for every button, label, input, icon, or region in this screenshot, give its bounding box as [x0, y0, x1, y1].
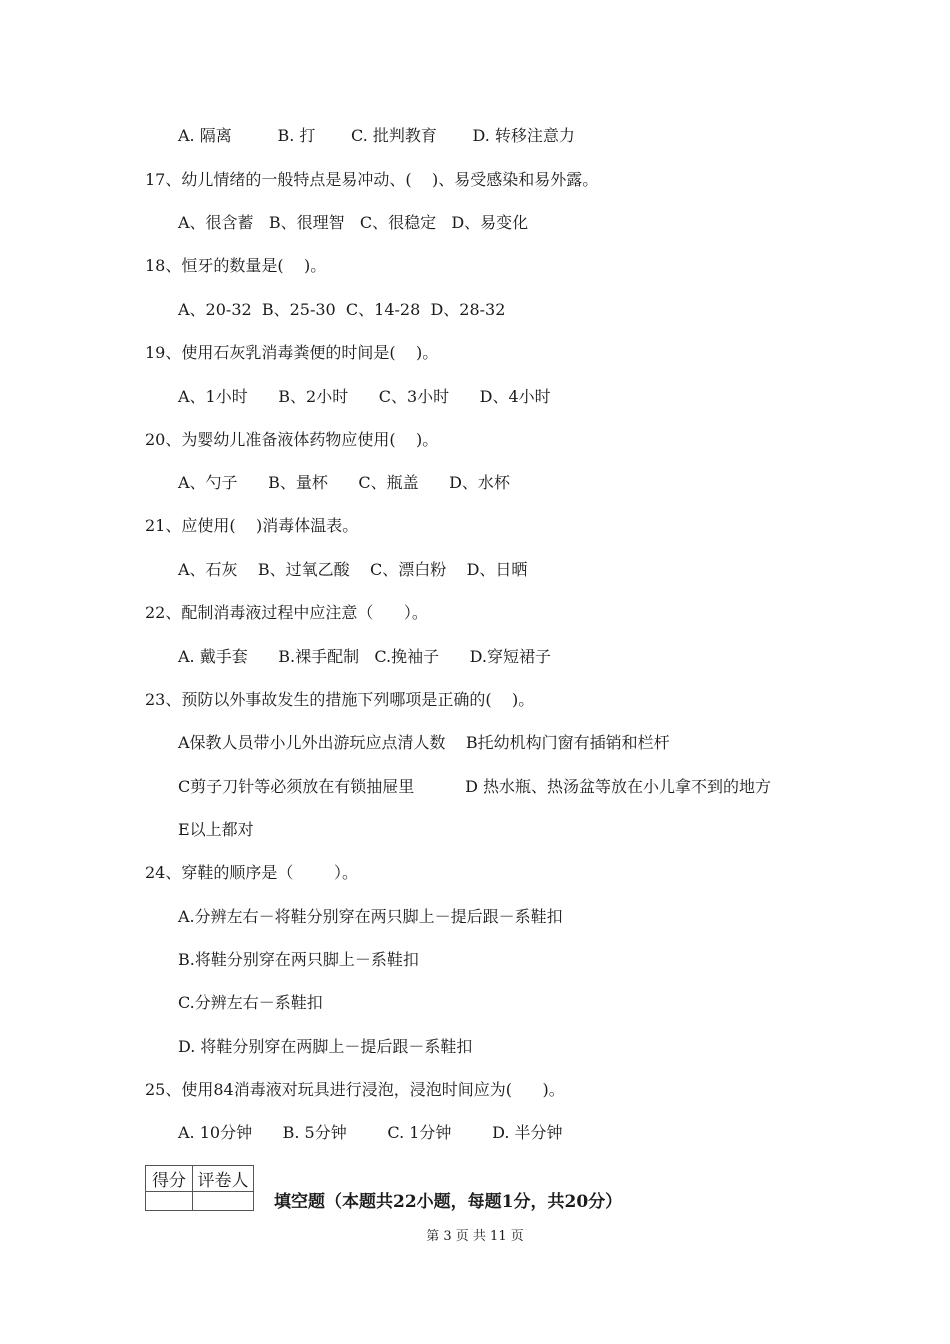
answer-options: A、勺子 B、量杯 C、瓶盖 D、水杯 — [178, 473, 510, 492]
answer-options: A.分辨左右－将鞋分别穿在两只脚上－提后跟－系鞋扣 — [178, 907, 563, 926]
grader-cell — [193, 1192, 254, 1211]
question-text: 23、预防以外事故发生的措施下列哪项是正确的( )。 — [145, 690, 535, 709]
question-text: 20、为婴幼儿准备液体药物应使用( )。 — [145, 430, 439, 449]
answer-options: D. 将鞋分别穿在两脚上－提后跟－系鞋扣 — [178, 1037, 473, 1056]
question-text: 21、应使用( )消毒体温表。 — [145, 516, 359, 535]
answer-options: B.将鞋分别穿在两只脚上－系鞋扣 — [178, 950, 419, 969]
answer-options: C剪子刀针等必须放在有锁抽屉里 D 热水瓶、热汤盆等放在小儿拿不到的地方 — [178, 777, 772, 796]
question-text: 17、幼儿情绪的一般特点是易冲动、( )、易受感染和易外露。 — [145, 170, 599, 189]
answer-options: A保教人员带小儿外出游玩应点清人数 B托幼机构门窗有插销和栏杆 — [178, 733, 670, 752]
answer-options: C.分辨左右－系鞋扣 — [178, 993, 323, 1012]
question-text: 18、恒牙的数量是( )。 — [145, 256, 327, 275]
answer-options: A. 戴手套 B.裸手配制 C.挽袖子 D.穿短裙子 — [178, 647, 551, 666]
answer-options: E以上都对 — [178, 820, 254, 839]
score-cell — [146, 1192, 193, 1211]
answer-options: A、20-32 B、25-30 C、14-28 D、28-32 — [178, 300, 506, 319]
question-text: 24、穿鞋的顺序是（ ）。 — [145, 863, 359, 882]
score-header: 得分 — [146, 1166, 193, 1192]
section-title: 填空题（本题共22小题，每题1分，共20分） — [274, 1192, 623, 1212]
answer-options: A、1小时 B、2小时 C、3小时 D、4小时 — [178, 387, 551, 406]
answer-options: A. 10分钟 B. 5分钟 C. 1分钟 D. 半分钟 — [178, 1123, 563, 1142]
score-table — [145, 1165, 254, 1211]
page-footer: 第 3 页 共 11 页 — [426, 1229, 524, 1244]
answer-options: A、石灰 B、过氧乙酸 C、漂白粉 D、日晒 — [178, 560, 528, 579]
grader-header: 评卷人 — [193, 1166, 254, 1192]
answer-options: A、很含蓄 B、很理智 C、很稳定 D、易变化 — [178, 213, 529, 232]
answer-options: A. 隔离 B. 打 C. 批判教育 D. 转移注意力 — [178, 126, 575, 145]
question-text: 19、使用石灰乳消毒粪便的时间是( )。 — [145, 343, 439, 362]
question-text: 22、配制消毒液过程中应注意（ ）。 — [145, 603, 428, 622]
question-text: 25、使用84消毒液对玩具进行浸泡，浸泡时间应为( )。 — [145, 1080, 565, 1099]
